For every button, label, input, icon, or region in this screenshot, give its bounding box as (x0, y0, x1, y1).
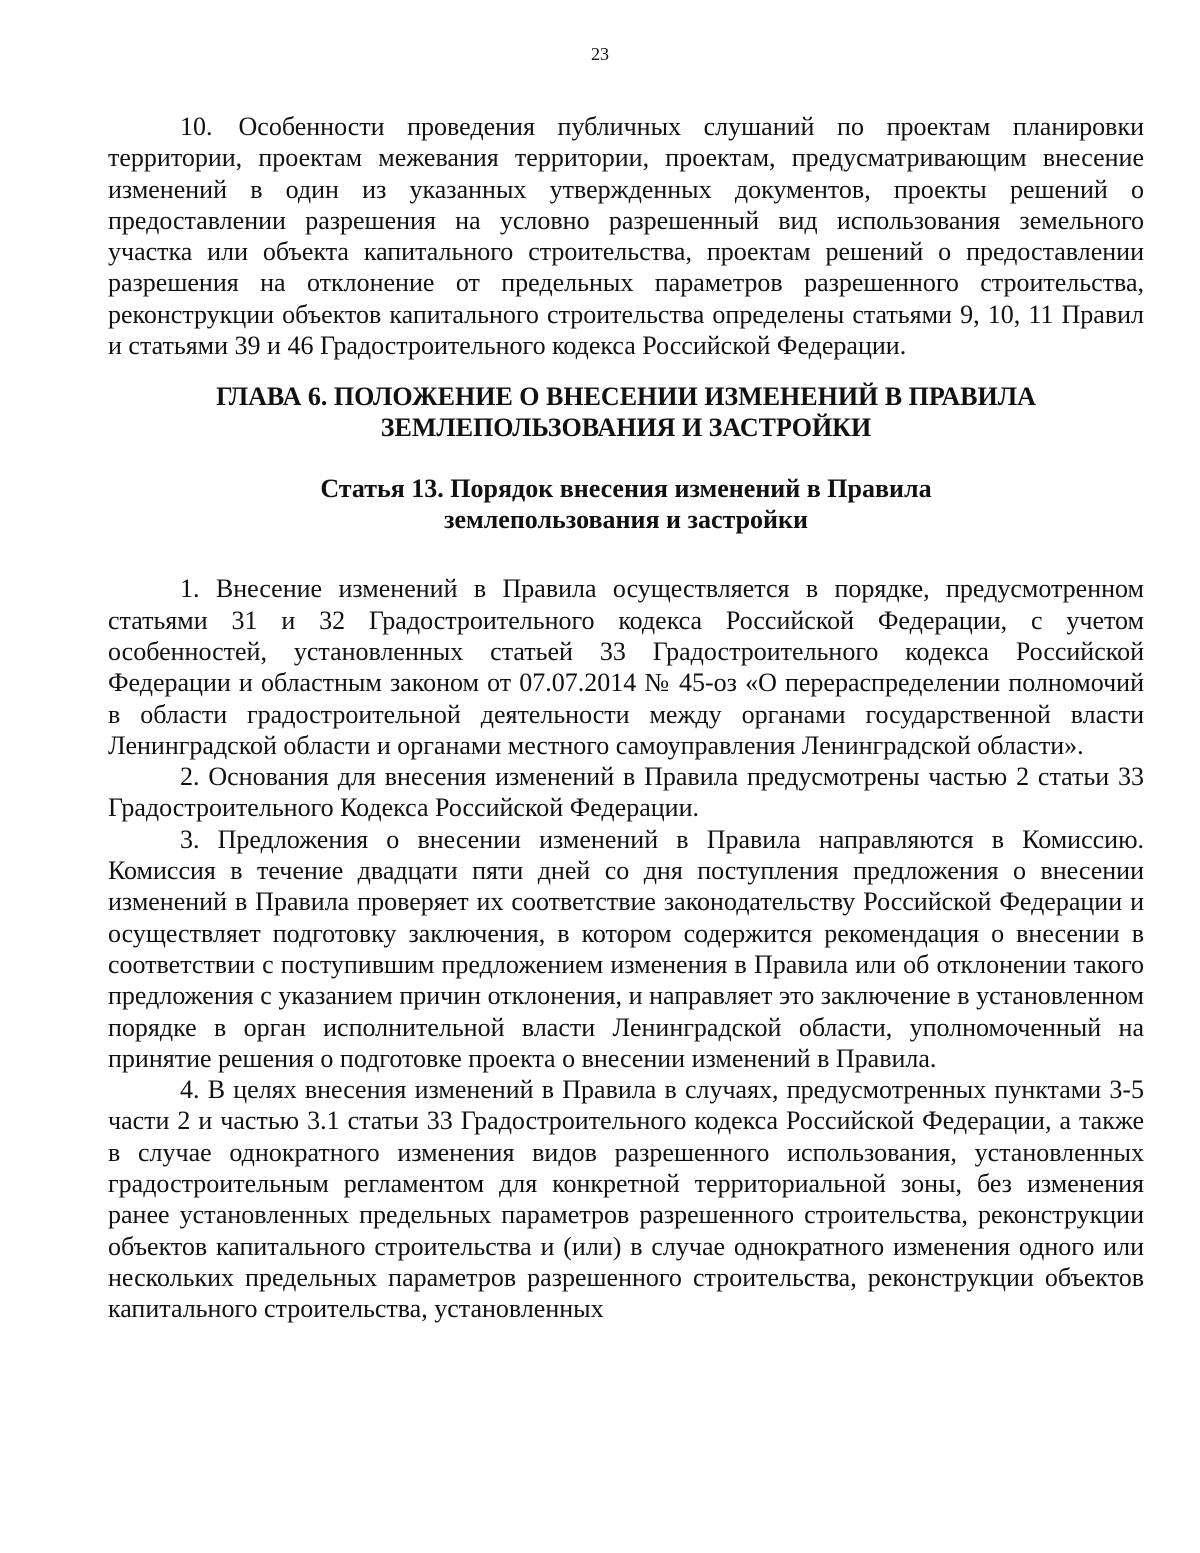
article-paragraph-4: 4. В целях внесения изменений в Правила в случаях, предусмотренных пунктами 3-5 части 2 и частью 3.1 статьи 33 Градостроительного кодекса Российской Федерации, а также в случае однократного изменения видов разрешенного использования, установленных градостроительным регламентом для конкретной территориальной зоны, без изменения ранее установленных предельных параметров разрешенного строительства, реконструкции объектов капитального строительства и (или) в случае однократного изменения одного или нескольких предельных параметров разрешенного строительства, реконструкции объектов капитального строительства, установленных (108, 1075, 1144, 1324)
article-title-line-2: землепользования и застройки (444, 505, 808, 535)
page-number: 23 (591, 44, 609, 64)
article-paragraph-3: 3. Предложения о внесении изменений в Правила направляются в Комиссию. Комиссия в течение двадцати пяти дней со дня поступления предложения о внесении изменений в Правила проверяет их соответствие законодательству Российской Федерации и осуществляет подготовку заключения, в котором содержится рекомендация о внесении в соответствии с поступившим предложением изменения в Правила или об отклонении такого предложения с указанием причин отклонения, и направляет это заключение в установленном порядке в орган исполнительной власти Ленинградской области, уполномоченный на принятие решения о подготовке проекта о внесении изменений в Правила. (108, 824, 1144, 1073)
article-paragraph-1: 1. Внесение изменений в Правила осуществляется в порядке, предусмотренном статьями 31 и 32 Градостроительного кодекса Российской Федерации, с учетом особенностей, установленных статьей 33 Градостроительного кодекса Российской Федерации и областным законом от 07.07.2014 № 45-оз «О перераспределении полномочий в области градостроительной деятельности между органами государственной власти Ленинградской области и органами местного самоуправления Ленинградской области». (108, 574, 1144, 760)
document-body (108, 111, 1144, 1325)
chapter-title-line-2: ЗЕМЛЕПОЛЬЗОВАНИЯ И ЗАСТРОЙКИ (380, 413, 872, 443)
chapter-title-line-1: ГЛАВА 6. ПОЛОЖЕНИЕ О ВНЕСЕНИИ ИЗМЕНЕНИЙ В ПРАВИЛА (216, 382, 1036, 412)
article-title (108, 473, 1144, 535)
article-title-line-1: Статья 13. Порядок внесения изменений в Правила (320, 474, 932, 504)
article-paragraph-2: 2. Основания для внесения изменений в Правила предусмотрены частью 2 статьи 33 Градостроительного Кодекса Российской Федерации. (108, 762, 1144, 823)
chapter-title (108, 381, 1144, 443)
intro-paragraph: 10. Особенности проведения публичных слушаний по проектам планировки территории, проектам межевания территории, проектам, предусматривающим внесение изменений в один из указанных утвержденных документов, проекты решений о предоставлении разрешения на условно разрешенный вид использования земельного участка или объекта капитального строительства, проектам решений о предоставлении разрешения на отклонение от предельных параметров разрешенного строительства, реконструкции объектов капитального строительства определены статьями 9, 10, 11 Правил и статьями 39 и 46 Градостроительного кодекса Российской Федерации. (108, 112, 1144, 361)
article-body (108, 573, 1144, 1324)
